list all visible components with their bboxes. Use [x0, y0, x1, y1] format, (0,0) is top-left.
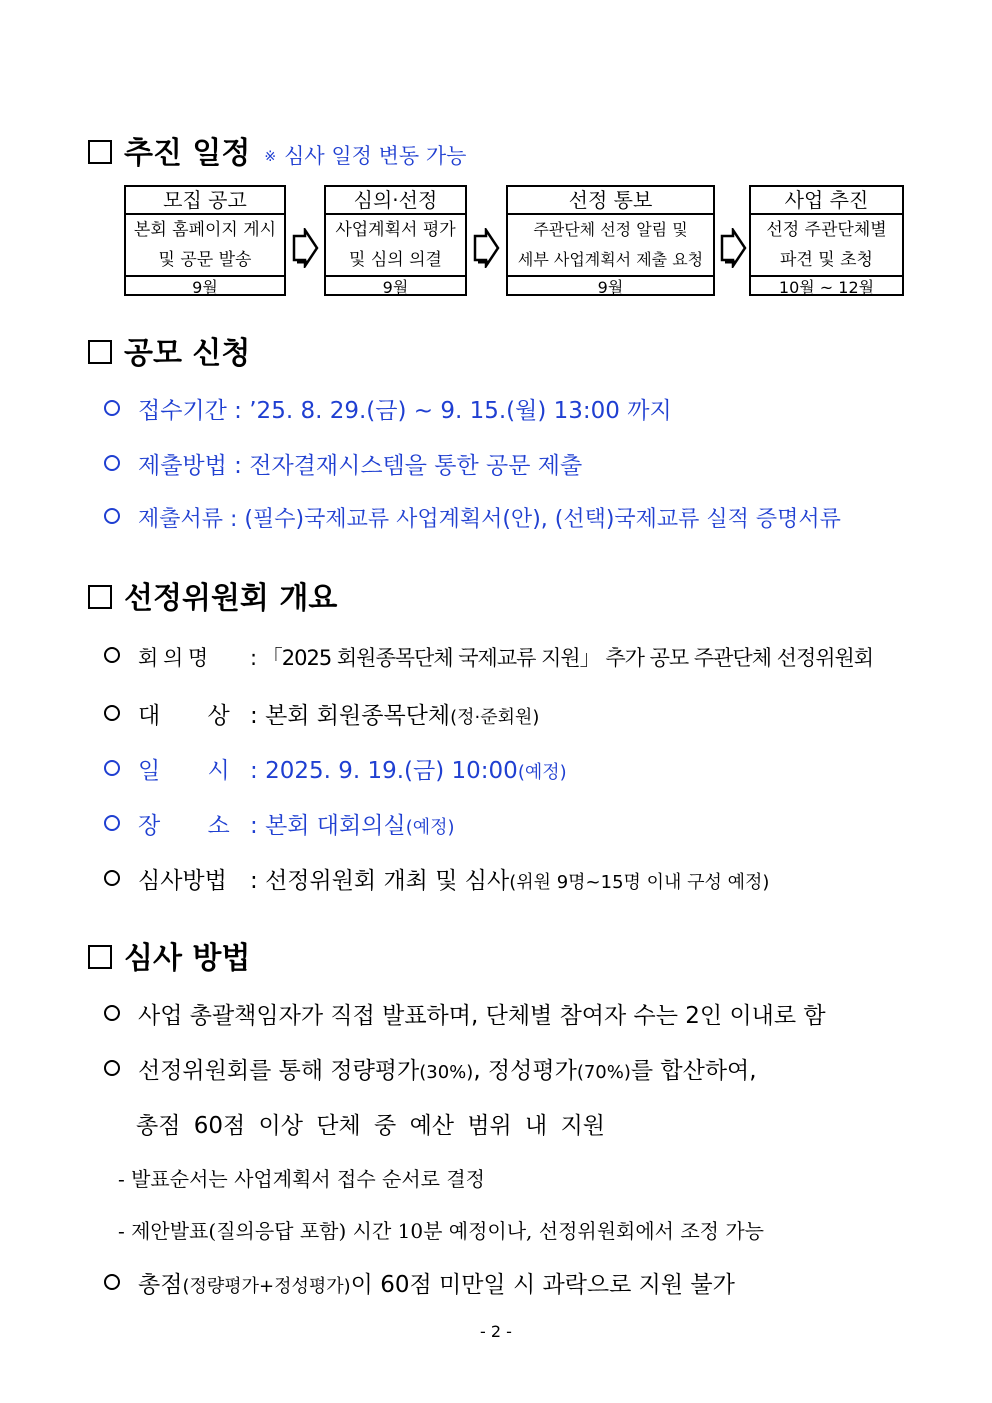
circle-bullet-icon: [104, 1060, 120, 1076]
committee-item: 장 소 : 본회 대회의실(예정): [104, 807, 455, 840]
circle-bullet-icon: [104, 400, 120, 416]
review-item: [104, 1266, 735, 1299]
item-text: 총점: [138, 1272, 183, 1298]
right-arrow-icon: [472, 228, 500, 268]
step-month: 9월: [382, 278, 409, 297]
circle-bullet-icon: [104, 870, 120, 886]
circle-bullet-icon: [104, 815, 120, 831]
item-label: 장 소: [138, 813, 230, 839]
step-month: 9월: [597, 278, 624, 297]
step-line: 본회 홈페이지 게시: [133, 220, 277, 240]
step-body: [751, 215, 902, 277]
checkbox-square-icon: [88, 585, 112, 609]
item-text: 2025. 9. 19.(금) 10:00: [265, 758, 518, 784]
circle-bullet-icon: [104, 1005, 120, 1021]
section-title: 추진 일정: [124, 136, 251, 171]
step-line: 주관단체 선정 알림 및: [533, 220, 688, 239]
circle-bullet-icon: [104, 508, 120, 524]
section-heading-review: [88, 933, 250, 977]
item-label: 심사방법: [138, 868, 227, 894]
item-note: (정량평가+정성평가): [182, 1276, 351, 1297]
committee-item: 회 의 명 : 「2025 회원종목단체 국제교류 지원」 추가 공모 주관단체 선정위원회: [104, 642, 873, 672]
review-item: [104, 997, 826, 1030]
application-item: 접수기간 : ’25. 8. 29.(금) ~ 9. 15.(월) 13:00 까지: [104, 392, 672, 425]
section-note: [264, 144, 466, 168]
item-text: 사업 총괄책임자가 직접 발표하며, 단체별 참여자 수는 2인 이내로 함: [138, 1003, 826, 1029]
step-line: 세부 사업계획서 제출 요청: [517, 250, 704, 269]
item-label: 일 시: [138, 758, 230, 784]
checkbox-square-icon: [88, 340, 112, 364]
step-title: 선정 통보: [508, 187, 713, 215]
item-note: (30%): [419, 1062, 474, 1083]
item-text: , 정성평가: [473, 1058, 577, 1084]
section-title: 심사 방법: [124, 941, 251, 976]
reference-mark: ※: [264, 149, 277, 165]
schedule-step: [749, 185, 904, 296]
note-text: 심사 일정 변동 가능: [284, 144, 467, 168]
step-line: 사업계획서 평가: [335, 220, 456, 240]
review-sub-item: - 발표순서는 사업계획서 접수 순서로 결정: [118, 1167, 485, 1191]
checkbox-square-icon: [88, 945, 112, 969]
application-item: 제출방법 : 전자결재시스템을 통한 공문 제출: [104, 447, 582, 480]
item-text: 를 합산하여,: [630, 1058, 757, 1084]
item-note: (예정): [405, 817, 455, 838]
item-text: 이 60점 미만일 시 과락으로 지원 불가: [350, 1272, 735, 1298]
section-title: 선정위원회 개요: [124, 581, 338, 616]
application-item: 제출서류 : (필수)국제교류 사업계획서(안), (선택)국제교류 실적 증명서류: [104, 502, 841, 533]
schedule-step: [124, 185, 286, 296]
step-body: [326, 215, 465, 277]
item-text: 본회 대회의실: [265, 813, 406, 839]
step-title: 사업 추진: [751, 187, 902, 215]
item-label: 제출서류: [138, 507, 224, 532]
circle-bullet-icon: [104, 705, 120, 721]
step-line: 파견 및 초청: [780, 250, 873, 270]
item-label: 제출방법: [138, 453, 227, 479]
item-label: 접수기간: [138, 398, 227, 424]
step-line: 및 심의 의결: [349, 250, 442, 270]
committee-item: 심사방법 : 선정위원회 개최 및 심사(위원 9명~15명 이내 구성 예정): [104, 862, 769, 895]
item-note: (70%): [576, 1062, 631, 1083]
circle-bullet-icon: [104, 760, 120, 776]
schedule-step: [324, 185, 467, 296]
item-text: 선정위원회 개최 및 심사: [265, 868, 510, 894]
circle-bullet-icon: [104, 455, 120, 471]
item-text: 전자결재시스템을 통한 공문 제출: [249, 453, 583, 479]
item-label: 대 상: [138, 703, 230, 729]
committee-item: 대 상 : 본회 회원종목단체(정·준회원): [104, 697, 539, 730]
item-text: (필수)국제교류 사업계획서(안), (선택)국제교류 실적 증명서류: [244, 507, 841, 532]
item-note: (위원 9명~15명 이내 구성 예정): [509, 872, 770, 893]
item-note: (정·준회원): [450, 707, 540, 728]
step-line: 선정 주관단체별: [766, 220, 887, 240]
item-note: (예정): [517, 762, 567, 783]
item-text: ’25. 8. 29.(금) ~ 9. 15.(월) 13:00 까지: [249, 398, 672, 424]
checkbox-square-icon: [88, 140, 112, 164]
section-heading-committee: [88, 573, 337, 617]
review-sub-item: - 제안발표(질의응답 포함) 시간 10분 예정이나, 선정위원회에서 조정 가능: [118, 1219, 764, 1243]
step-title: 심의·선정: [326, 187, 465, 215]
item-text: 「2025 회원종목단체 국제교류 지원」 추가 공모 주관단체 선정위원회: [261, 646, 874, 670]
right-arrow-icon: [719, 228, 747, 268]
step-body: [126, 215, 284, 277]
item-text: 본회 회원종목단체: [265, 703, 451, 729]
page-number: - 2 -: [480, 1322, 512, 1341]
review-item: [104, 1052, 757, 1085]
item-text: 선정위원회를 통해 정량평가: [138, 1058, 420, 1084]
section-title: 공모 신청: [124, 336, 251, 371]
step-body: [508, 215, 713, 277]
step-title: 모집 공고: [126, 187, 284, 215]
committee-item: 일 시 : 2025. 9. 19.(금) 10:00(예정): [104, 752, 567, 785]
circle-bullet-icon: [104, 647, 120, 663]
step-line: 및 공문 발송: [158, 250, 252, 270]
schedule-step: [506, 185, 715, 296]
circle-bullet-icon: [104, 1274, 120, 1290]
step-month: 10월 ~ 12월: [778, 278, 875, 297]
review-item-continuation: 총점 60점 이상 단체 중 예산 범위 내 지원: [136, 1113, 606, 1139]
section-heading-schedule: [88, 128, 466, 172]
step-month: 9월: [192, 278, 218, 297]
item-label: 회 의 명: [138, 646, 208, 670]
right-arrow-icon: [291, 228, 319, 268]
section-heading-application: [88, 328, 250, 372]
